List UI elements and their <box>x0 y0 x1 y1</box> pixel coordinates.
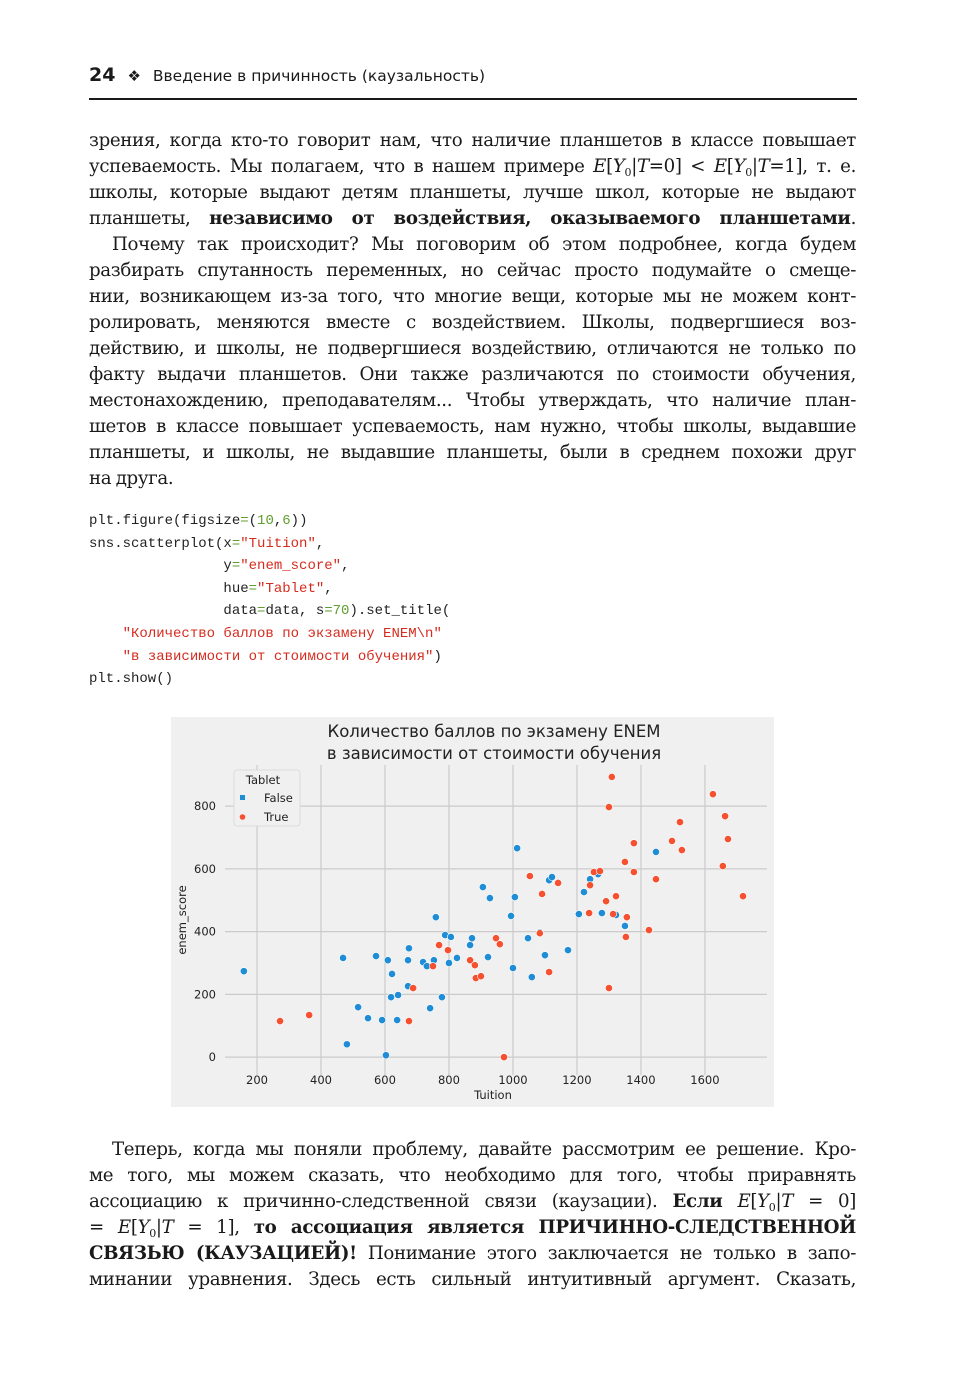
text-line <box>89 414 856 440</box>
code-token: plt.figure(figsize <box>89 513 241 529</box>
scatter-point-false <box>468 935 475 942</box>
scatter-point-true <box>496 941 503 948</box>
code-token: , <box>273 513 283 529</box>
math-text: Y <box>137 1217 150 1238</box>
text-segment: [ <box>726 156 734 177</box>
scatter-point-false <box>426 1005 433 1012</box>
text-segment: успеваемость. Мы полагаем, что в нашем примере <box>89 156 594 177</box>
scatter-point-true <box>612 893 619 900</box>
paragraph-2 <box>89 232 856 492</box>
scatter-point-true <box>536 930 543 937</box>
x-tick-label: 1400 <box>626 1073 656 1087</box>
scatter-point-true <box>602 898 609 905</box>
scatter-point-false <box>382 1052 389 1059</box>
scatter-point-false <box>514 845 521 852</box>
text-line <box>89 440 856 466</box>
math-text: 0 <box>149 1227 156 1240</box>
text-line <box>89 1267 856 1293</box>
scatter-point-true <box>596 867 603 874</box>
scatter-point-false <box>598 909 605 916</box>
code-token: , <box>324 580 333 597</box>
text-line <box>89 1189 856 1215</box>
scatter-point-true <box>477 973 484 980</box>
legend-label: True <box>264 810 289 824</box>
math-text: 0 <box>745 166 752 179</box>
text-line <box>89 284 856 310</box>
code-number: 6 <box>282 513 291 529</box>
text-segment: зрения, когда кто-то говорит нам, что наличие планшетов в классе повышает <box>89 130 856 151</box>
code-operator: = <box>231 558 241 575</box>
x-axis-label: Tuition <box>474 1088 512 1102</box>
bold-text: то ассоциация является ПРИЧИННО-СЛЕДСТВЕННОЙ <box>253 1217 856 1238</box>
y-axis-label: enem_score <box>175 885 189 955</box>
scatter-point-true <box>630 840 637 847</box>
scatter-point-false <box>240 968 247 975</box>
code-number: 70 <box>332 603 350 620</box>
scatter-point-false <box>364 1015 371 1022</box>
code-token: ).set_title( <box>349 603 451 620</box>
paragraph-1 <box>89 128 856 232</box>
scatter-point-true <box>678 846 685 853</box>
text-segment: нии, возникающем из-за того, что многие вещи, которые мы не можем конт- <box>89 286 856 307</box>
text-segment: = <box>89 1217 118 1238</box>
scatter-point-true <box>554 879 561 886</box>
math-text: E <box>117 1217 131 1238</box>
text-segment: на друга. <box>89 468 174 489</box>
scatter-point-true <box>622 933 629 940</box>
scatter-point-false <box>511 893 518 900</box>
scatter-point-false <box>372 952 379 959</box>
code-operator: = <box>257 603 266 620</box>
scatter-point-true <box>429 963 436 970</box>
scatter-point-true <box>623 914 630 921</box>
code-string: "Tablet" <box>257 580 325 597</box>
scatter-point-false <box>404 957 411 964</box>
scatter-point-false <box>541 952 548 959</box>
scatter-point-true <box>724 835 731 842</box>
text-segment: [ <box>130 1217 138 1238</box>
text-line <box>89 258 856 284</box>
legend-title: Tablet <box>245 773 281 787</box>
x-tick-label: 1200 <box>562 1073 592 1087</box>
math-text: E <box>713 156 727 177</box>
text-segment: | <box>751 156 758 177</box>
math-text: Y <box>612 156 625 177</box>
text-line <box>89 1163 856 1189</box>
scatter-point-false <box>466 942 473 949</box>
code-line <box>89 578 450 601</box>
text-segment: | <box>775 1191 782 1212</box>
code-line <box>89 668 450 691</box>
scatter-point-false <box>621 922 628 929</box>
scatter-point-true <box>630 868 637 875</box>
scatter-point-false <box>575 910 582 917</box>
code-line <box>89 510 450 533</box>
y-tick-label: 200 <box>194 987 216 1002</box>
chart-title: Количество баллов по экзамену ENEM <box>327 722 661 741</box>
scatter-point-true <box>739 893 746 900</box>
code-number: 10 <box>257 513 274 529</box>
math-text: 0 <box>768 1201 776 1214</box>
scatter-point-false <box>394 1016 401 1023</box>
code-token: sns.scatterplot(x <box>89 535 232 552</box>
scatter-point-true <box>471 962 478 969</box>
text-line <box>89 1215 856 1241</box>
code-line <box>89 533 450 556</box>
code-token: )) <box>290 513 308 529</box>
code-token: ( <box>248 513 258 529</box>
running-header <box>89 64 485 86</box>
scatter-point-true <box>435 942 442 949</box>
code-line <box>89 555 450 578</box>
legend-marker-false <box>240 795 245 800</box>
text-segment: планшеты, <box>89 208 210 229</box>
scatter-point-false <box>438 994 445 1001</box>
math-text: T <box>781 1191 794 1212</box>
scatter-point-false <box>524 935 531 942</box>
code-token: data <box>89 603 258 620</box>
text-segment: шетов в классе повышает успеваемость, нам нужно, чтобы школы, выдавшие <box>89 416 856 437</box>
y-tick-label: 800 <box>194 799 216 814</box>
page-number: 24 <box>89 64 116 86</box>
text-segment: . <box>850 208 856 229</box>
text-segment: | <box>155 1217 162 1238</box>
text-segment: = 0] <box>793 1191 856 1212</box>
text-line <box>89 336 856 362</box>
scatter-point-false <box>343 1041 350 1048</box>
paragraph-3 <box>89 1137 856 1293</box>
scatter-point-false <box>388 970 395 977</box>
scatter-point-false <box>509 964 516 971</box>
text-segment: [ <box>750 1191 758 1212</box>
y-tick-label: 400 <box>194 924 216 939</box>
x-tick-label: 400 <box>310 1073 332 1087</box>
scatter-point-true <box>500 1054 507 1061</box>
scatter-point-false <box>355 1004 362 1011</box>
scatter-point-false <box>479 883 486 890</box>
x-tick-label: 1600 <box>690 1073 720 1087</box>
text-segment: местонахождению, преподавателям... Чтобы утверждать, что наличие план- <box>89 390 856 411</box>
header-rule <box>89 98 857 100</box>
text-segment: факту выдачи планшетов. Они также различаются по стоимости обучения, <box>89 364 856 385</box>
x-tick-label: 1000 <box>498 1073 528 1087</box>
code-string: "Tuition" <box>240 535 316 552</box>
code-token: data, s <box>265 603 325 620</box>
math-text: T <box>757 156 770 177</box>
math-text: T <box>636 156 649 177</box>
math-text: Y <box>757 1191 769 1212</box>
code-token: , <box>315 535 325 552</box>
code-operator: = <box>240 513 249 529</box>
text-segment: ролировать, меняются вместе с воздействием. Школы, подвергшиеся воз- <box>89 312 856 333</box>
scatter-point-false <box>445 959 452 966</box>
text-segment: ме того, мы можем сказать, что необходимо для того, чтобы приравнять <box>89 1165 856 1186</box>
scatter-figure <box>171 717 774 1107</box>
text-segment: =1], т. е. <box>769 156 857 177</box>
math-text: 0 <box>624 166 632 179</box>
text-segment: разбирать спутанность переменных, но сейчас просто подумайте о смеще- <box>89 260 856 281</box>
scatter-point-true <box>721 813 728 820</box>
scatter-point-false <box>484 953 491 960</box>
code-block <box>89 510 450 691</box>
text-line <box>89 206 856 232</box>
scatter-point-false <box>339 954 346 961</box>
scatter-point-true <box>546 968 553 975</box>
scatter-point-false <box>548 873 555 880</box>
text-segment: = 1], <box>173 1217 254 1238</box>
text-line <box>89 388 856 414</box>
text-segment: [ <box>606 156 613 177</box>
code-operator: = <box>231 535 241 552</box>
math-text: T <box>161 1217 174 1238</box>
x-tick-label: 600 <box>373 1073 396 1087</box>
math-text: Y <box>733 156 746 177</box>
math-text: E <box>737 1191 751 1212</box>
scatter-point-false <box>378 1016 385 1023</box>
scatter-point-true <box>410 984 417 991</box>
text-segment: планшеты, и школы, не выдавшие планшеты, были в среднем похожи друг <box>89 442 856 463</box>
code-token: , <box>341 558 350 575</box>
text-line <box>89 1137 856 1163</box>
scatter-point-true <box>621 858 628 865</box>
text-segment: ассоциацию к причинно-следственной связи (каузации). <box>89 1191 673 1212</box>
code-operator: = <box>324 603 333 620</box>
scatter-point-false <box>528 974 535 981</box>
code-token: ) <box>433 648 442 665</box>
scatter-point-true <box>719 862 726 869</box>
scatter-point-false <box>447 933 454 940</box>
text-line <box>89 232 856 258</box>
text-line <box>89 310 856 336</box>
code-token: hue <box>89 580 249 597</box>
text-line <box>89 128 856 154</box>
code-line <box>89 600 450 623</box>
scatter-point-false <box>387 994 394 1001</box>
text-segment: действию, и школы, не подвергшиеся воздействию, отличаются не только по <box>89 338 856 359</box>
scatter-point-false <box>453 954 460 961</box>
text-segment: школы, которые выдают детям планшеты, лучше школ, которые не выдают <box>89 182 856 203</box>
code-string: "в зависимости от стоимости обучения" <box>122 648 434 665</box>
scatter-point-true <box>610 910 617 917</box>
ornament-icon: ❖ <box>127 67 141 85</box>
text-line <box>89 1241 856 1267</box>
code-token: y <box>89 558 232 575</box>
scatter-point-false <box>384 957 391 964</box>
scatter-point-true <box>586 909 593 916</box>
code-string: "enem_score" <box>240 558 342 575</box>
scatter-point-false <box>405 945 412 952</box>
text-segment: Почему так происходит? Мы поговорим об этом подробнее, когда будем <box>112 234 856 255</box>
x-tick-label: 800 <box>437 1073 460 1087</box>
scatter-point-true <box>676 819 683 826</box>
scatter-point-false <box>564 947 571 954</box>
math-text: E <box>593 156 607 177</box>
text-line <box>89 180 856 206</box>
scatter-point-true <box>444 947 451 954</box>
scatter-point-false <box>580 888 587 895</box>
chapter-title: Введение в причинность (каузальность) <box>152 67 486 85</box>
legend-label: False <box>264 791 293 805</box>
scatter-point-true <box>652 876 659 883</box>
code-token: plt.show() <box>89 671 174 688</box>
scatter-point-false <box>507 912 514 919</box>
code-line <box>89 623 450 646</box>
code-line <box>89 646 450 669</box>
legend-marker-true <box>240 814 246 820</box>
text-segment: =0] < <box>648 156 714 177</box>
bold-text: Если <box>672 1191 723 1212</box>
text-segment <box>722 1191 737 1212</box>
text-line <box>89 154 856 180</box>
scatter-point-true <box>526 872 533 879</box>
scatter-point-true <box>405 1017 412 1024</box>
code-string: "Количество баллов по экзамену ENEM\n" <box>122 625 442 642</box>
scatter-point-true <box>608 773 615 780</box>
scatter-point-true <box>306 1011 313 1018</box>
text-segment: Теперь, когда мы поняли проблему, давайте рассмотрим ее решение. Кро- <box>112 1139 856 1160</box>
scatter-point-false <box>432 914 439 921</box>
code-token <box>89 626 123 642</box>
scatter-point-true <box>586 882 593 889</box>
scatter-point-true <box>605 803 612 810</box>
y-tick-label: 0 <box>208 1050 216 1065</box>
scatter-point-false <box>486 894 493 901</box>
scatter-point-true <box>276 1017 283 1024</box>
scatter-point-false <box>652 848 659 855</box>
scatter-point-true <box>645 926 652 933</box>
code-operator: = <box>248 580 258 597</box>
text-segment: Понимание этого заключается не только в запо- <box>356 1243 856 1264</box>
bold-text: СВЯЗЬЮ (КАУЗАЦИЕЙ)! <box>89 1243 357 1264</box>
chart-title: в зависимости от стоимости обучения <box>326 744 662 763</box>
text-line <box>89 362 856 388</box>
code-token <box>89 649 123 665</box>
scatter-chart <box>171 717 774 1107</box>
text-segment: минании уравнения. Здесь есть сильный интуитивный аргумент. Сказать, <box>89 1269 856 1290</box>
scatter-point-true <box>709 791 716 798</box>
scatter-point-true <box>605 984 612 991</box>
x-tick-label: 200 <box>246 1073 268 1087</box>
text-segment: | <box>631 156 637 177</box>
bold-text: независимо от воздействия, оказываемого планшетами <box>209 208 851 229</box>
scatter-point-true <box>668 837 675 844</box>
scatter-point-true <box>538 890 545 897</box>
y-tick-label: 600 <box>194 861 216 876</box>
scatter-point-false <box>394 991 401 998</box>
text-line <box>89 466 856 492</box>
